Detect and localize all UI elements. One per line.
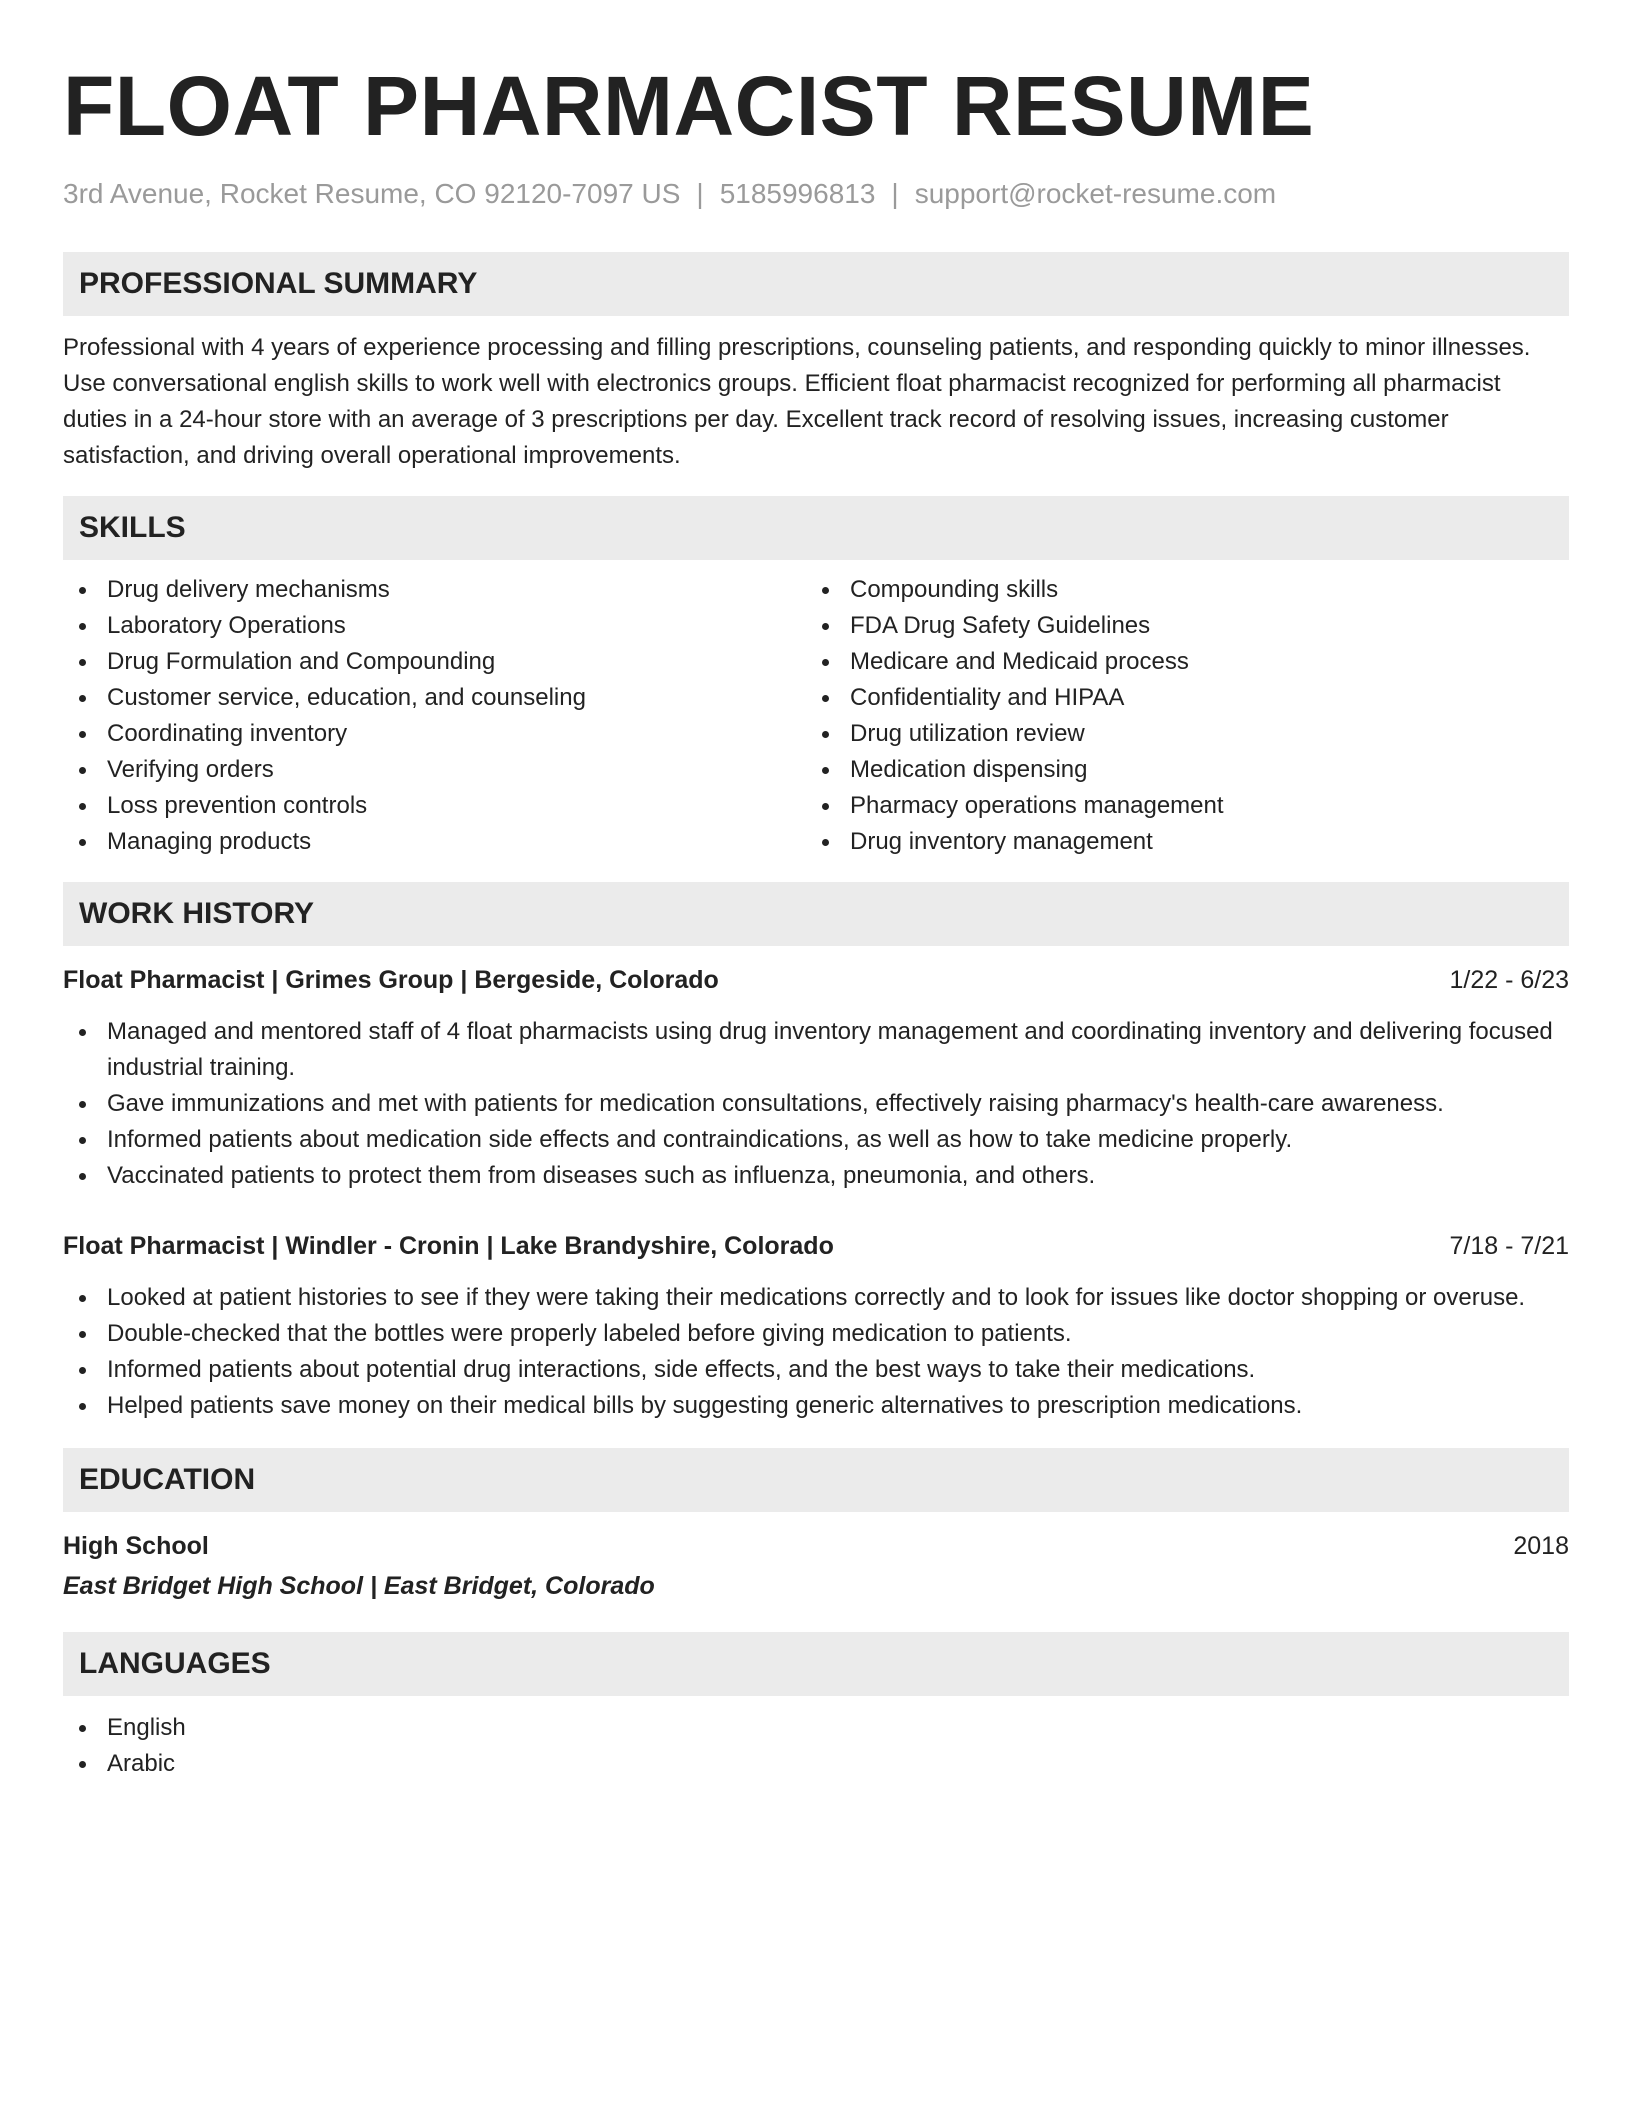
language-item: English	[63, 1710, 1569, 1746]
job-header	[63, 1226, 1569, 1266]
skill-item: Verifying orders	[63, 752, 806, 788]
skill-item: Managing products	[63, 824, 806, 860]
job-bullets	[63, 1014, 1569, 1194]
job-header	[63, 960, 1569, 1000]
job-bullets	[63, 1280, 1569, 1424]
job-entry	[63, 960, 1569, 1194]
job-bullet: Managed and mentored staff of 4 float pharmacists using drug inventory management and coordinating inventory and delivering focused industrial training.	[63, 1014, 1569, 1086]
education-header	[63, 1526, 1569, 1566]
languages-list	[63, 1710, 1569, 1782]
contact-address: 3rd Avenue, Rocket Resume, CO 92120-7097 US	[63, 178, 681, 209]
job-bullet: Informed patients about medication side effects and contraindications, as well as how to take medicine properly.	[63, 1122, 1569, 1158]
education-degree: High School	[63, 1532, 209, 1560]
summary-text: Professional with 4 years of experience processing and filling prescriptions, counseling patients, and responding quickly to minor illnesses. Use conversational english skills to work well with electronics groups. Efficient float pharmacist recognized for performing all pharmacist duties in a 24-hour store with an average of 3 prescriptions per day. Excellent track record of resolving issues, increasing customer satisfaction, and driving overall operational improvements.	[63, 334, 1531, 469]
skills-right-column	[806, 572, 1549, 860]
job-dates: 7/18 - 7/21	[1449, 1232, 1569, 1260]
skill-item: Confidentiality and HIPAA	[806, 680, 1549, 716]
job-bullet: Looked at patient histories to see if they were taking their medications correctly and to look for issues like doctor shopping or overuse.	[63, 1280, 1569, 1316]
summary-heading: PROFESSIONAL SUMMARY	[63, 252, 1569, 316]
skill-item: Coordinating inventory	[63, 716, 806, 752]
skill-item: FDA Drug Safety Guidelines	[806, 608, 1549, 644]
job-title: Float Pharmacist | Windler - Cronin | Lake Brandyshire, Colorado	[63, 1232, 834, 1260]
skill-item: Medicare and Medicaid process	[806, 644, 1549, 680]
skill-item: Pharmacy operations management	[806, 788, 1549, 824]
skill-item: Customer service, education, and counseling	[63, 680, 806, 716]
skill-item: Loss prevention controls	[63, 788, 806, 824]
languages-heading: LANGUAGES	[63, 1632, 1569, 1696]
job-bullet: Vaccinated patients to protect them from diseases such as influenza, pneumonia, and others.	[63, 1158, 1569, 1194]
skill-item: Drug utilization review	[806, 716, 1549, 752]
job-bullet: Informed patients about potential drug interactions, side effects, and the best ways to take their medications.	[63, 1352, 1569, 1388]
education-school: East Bridget High School | East Bridget, Colorado	[63, 1572, 655, 1600]
education-year: 2018	[1513, 1532, 1569, 1560]
skill-item: Drug delivery mechanisms	[63, 572, 806, 608]
contact-phone: 5185996813	[719, 178, 876, 209]
language-item: Arabic	[63, 1746, 1569, 1782]
job-title: Float Pharmacist | Grimes Group | Bergeside, Colorado	[63, 966, 719, 994]
job-entry	[63, 1226, 1569, 1424]
job-bullet: Gave immunizations and met with patients for medication consultations, effectively raising pharmacy's health-care awareness.	[63, 1086, 1569, 1122]
skill-item: Drug Formulation and Compounding	[63, 644, 806, 680]
education-entry	[63, 1526, 1569, 1606]
education-heading: EDUCATION	[63, 1448, 1569, 1512]
work-history-heading: WORK HISTORY	[63, 882, 1569, 946]
contact-separator: |	[891, 178, 899, 209]
skills-left-column	[63, 572, 806, 860]
skill-item: Medication dispensing	[806, 752, 1549, 788]
contact-email: support@rocket-resume.com	[914, 178, 1277, 209]
job-dates: 1/22 - 6/23	[1449, 966, 1569, 994]
contact-line	[63, 176, 1569, 212]
skills-grid	[63, 572, 1569, 860]
skills-heading: SKILLS	[63, 496, 1569, 560]
skill-item: Drug inventory management	[806, 824, 1549, 860]
contact-separator: |	[696, 178, 704, 209]
resume-title: FLOAT PHARMACIST RESUME	[63, 59, 1315, 153]
job-bullet: Helped patients save money on their medical bills by suggesting generic alternatives to prescription medications.	[63, 1388, 1569, 1424]
skill-item: Laboratory Operations	[63, 608, 806, 644]
skill-item: Compounding skills	[806, 572, 1549, 608]
job-bullet: Double-checked that the bottles were properly labeled before giving medication to patients.	[63, 1316, 1569, 1352]
